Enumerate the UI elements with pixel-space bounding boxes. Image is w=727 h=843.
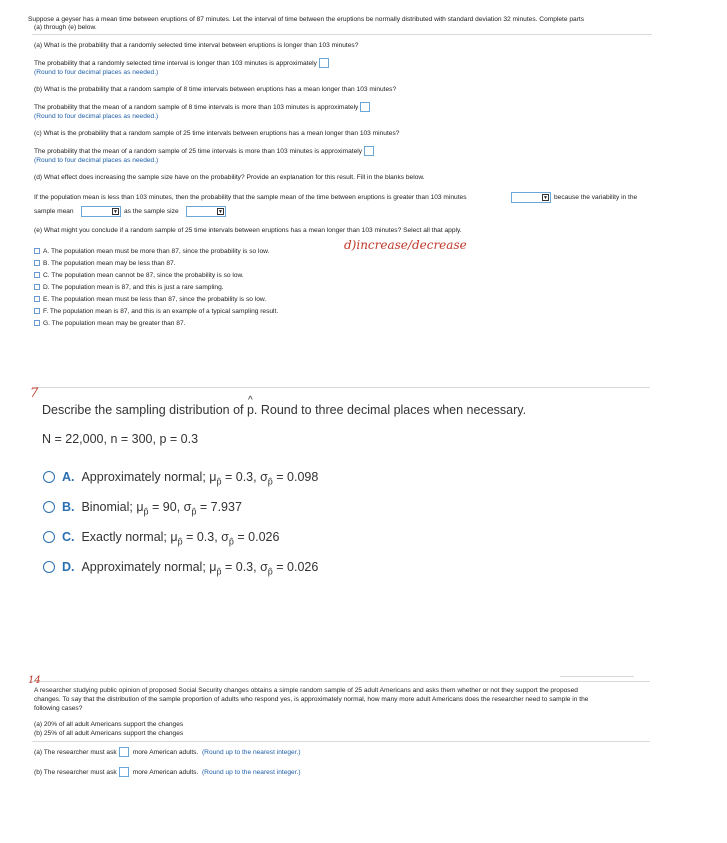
- q1-d-dropdown-3[interactable]: [186, 206, 226, 217]
- divider: [32, 34, 652, 35]
- q2-given: N = 22,000, n = 300, p = 0.3: [42, 432, 199, 446]
- q1-option-c[interactable]: C. The population mean cannot be 87, since the probability is so low.: [34, 272, 244, 280]
- q3-case-a: (a) 20% of all adult Americans support the changes: [34, 721, 184, 728]
- q3-para-line2: changes. To say that the distribution of the sample proportion of adults who respond yes, is approximately normal, how many more adult Americans does the researcher need to sample in the: [34, 696, 589, 703]
- chevron-down-icon: ▼: [218, 209, 223, 215]
- checkbox-b[interactable]: [34, 260, 40, 266]
- p-hat: ^ p: [246, 395, 254, 417]
- q1-d-text1: If the population mean is less than 103 minutes, then the probability that the sample mean of the time between eruptions is greater than 103 minutes: [34, 194, 467, 201]
- q2-choice-b[interactable]: B. Binomial; $\mu_{p̂} = 90$, $\sigma_{p̂} = 7.937$: [62, 500, 242, 517]
- q1-d-question: (d) What effect does increasing the sample size have on the probability? Provide an explanation for this result. Fill in the blanks below.: [34, 174, 425, 181]
- q3-number-mark: 14: [28, 675, 41, 686]
- q1-a-input[interactable]: [319, 58, 329, 68]
- chevron-down-icon: ▼: [543, 195, 548, 201]
- q1-a-question: (a) What is the probability that a randomly selected time interval between eruptions is longer than 103 minutes?: [34, 42, 359, 49]
- q1-option-g[interactable]: G. The population mean may be greater than 87.: [34, 320, 185, 328]
- q1-b-hint: (Round to four decimal places as needed.): [34, 113, 159, 120]
- q1-a-answer-row: [34, 58, 329, 68]
- radio-a[interactable]: [43, 471, 55, 483]
- q1-c-answer: The probability that the mean of a random sample of 25 time intervals is more than 103 minutes is approximately: [34, 147, 363, 155]
- radio-b[interactable]: [43, 501, 55, 513]
- hat-mark: ^: [247, 395, 253, 406]
- q1-intro-line2: (a) through (e) below.: [34, 24, 97, 31]
- divider: [30, 681, 650, 682]
- q1-c-answer-row: [34, 146, 374, 156]
- q3-case-b: (b) 25% of all adult Americans support the changes: [34, 730, 184, 737]
- q2-prompt: [42, 395, 527, 417]
- q1-d-text2: because the variability in the: [554, 194, 638, 201]
- radio-c[interactable]: [43, 531, 55, 543]
- q2-prompt-after: . Round to three decimal places when necessary.: [253, 403, 527, 417]
- radio-d[interactable]: [43, 561, 55, 573]
- checkbox-a[interactable]: [34, 248, 40, 254]
- q1-intro-line1: Suppose a geyser has a mean time between eruptions of 87 minutes. Let the interval of time between the eruptions be normally distributed with standard deviation 32 minutes. Complete parts: [28, 16, 585, 23]
- chevron-down-icon: ▼: [113, 209, 118, 215]
- q1-d-text3: sample mean: [34, 208, 74, 215]
- q1-option-f[interactable]: F. The population mean is 87, and this is an example of a typical sampling result.: [34, 308, 278, 316]
- q3-para-line3: following cases?: [34, 705, 83, 712]
- q1-b-answer: The probability that the mean of a random sample of 8 time intervals is more than 103 minutes is approximately: [34, 103, 359, 111]
- q2-number-mark: 7: [30, 386, 39, 401]
- q3-para-line1: A researcher studying public opinion of proposed Social Security changes obtains a simple random sample of 25 adult Americans and asks them whether or not they support the proposed: [34, 687, 578, 694]
- handwritten-note: d)increase/decrease: [344, 238, 467, 252]
- checkbox-f[interactable]: [34, 308, 40, 314]
- q1-a-answer: The probability that a randomly selected time interval is longer than 103 minutes is approximately: [34, 59, 317, 67]
- q2-choice-d[interactable]: D. Approximately normal; $\mu_{p̂} = 0.3$, $\sigma_{p̂} = 0.026$: [62, 560, 319, 577]
- q1-a-hint: (Round to four decimal places as needed.): [34, 69, 159, 76]
- q2-choice-c[interactable]: C. Exactly normal; $\mu_{p̂} = 0.3$, $\sigma_{p̂} = 0.026$: [62, 530, 280, 547]
- q1-c-hint: (Round to four decimal places as needed.): [34, 157, 159, 164]
- q3-answer-a-row: (a) The researcher must ask more American adults. (Round up to the nearest integer.): [34, 748, 301, 756]
- q1-e-question: (e) What might you conclude if a random sample of 25 time intervals between eruptions has a mean longer than 103 minutes? Select all that apply.: [34, 227, 462, 234]
- q1-d-text4: as the sample size: [124, 208, 179, 215]
- checkbox-e[interactable]: [34, 296, 40, 302]
- q1-c-input[interactable]: [364, 146, 374, 156]
- checkbox-d[interactable]: [34, 284, 40, 290]
- q2-prompt-before: Describe the sampling distribution of: [42, 403, 247, 417]
- q1-option-e[interactable]: E. The population mean must be less than 87, since the probability is so low.: [34, 296, 266, 304]
- divider: [32, 741, 650, 742]
- q1-b-question: (b) What is the probability that a random sample of 8 time intervals between eruptions has a mean longer than 103 minutes?: [34, 86, 397, 93]
- q3-b-input[interactable]: [119, 767, 129, 777]
- q1-intro: [28, 16, 584, 24]
- q1-d-dropdown-1[interactable]: [511, 192, 551, 203]
- q1-b-answer-row: [34, 102, 370, 112]
- checkbox-g[interactable]: [34, 320, 40, 326]
- divider: [560, 676, 634, 677]
- q1-b-input[interactable]: [360, 102, 370, 112]
- q1-option-d[interactable]: D. The population mean is 87, and this is just a rare sampling.: [34, 284, 224, 292]
- q2-choice-a[interactable]: A. Approximately normal; $\mu_{p̂} = 0.3$, $\sigma_{p̂} = 0.098$: [62, 470, 319, 487]
- q1-option-a[interactable]: A. The population mean must be more than 87, since the probability is so low.: [34, 248, 269, 256]
- q1-c-question: (c) What is the probability that a random sample of 25 time intervals between eruptions has a mean longer than 103 minutes?: [34, 130, 400, 137]
- q1-d-dropdown-2[interactable]: [81, 206, 121, 217]
- q3-answer-b-row: (b) The researcher must ask more American adults. (Round up to the nearest integer.): [34, 768, 301, 776]
- q3-a-input[interactable]: [119, 747, 129, 757]
- checkbox-c[interactable]: [34, 272, 40, 278]
- divider: [36, 387, 650, 388]
- q1-option-b[interactable]: B. The population mean may be less than 87.: [34, 260, 176, 268]
